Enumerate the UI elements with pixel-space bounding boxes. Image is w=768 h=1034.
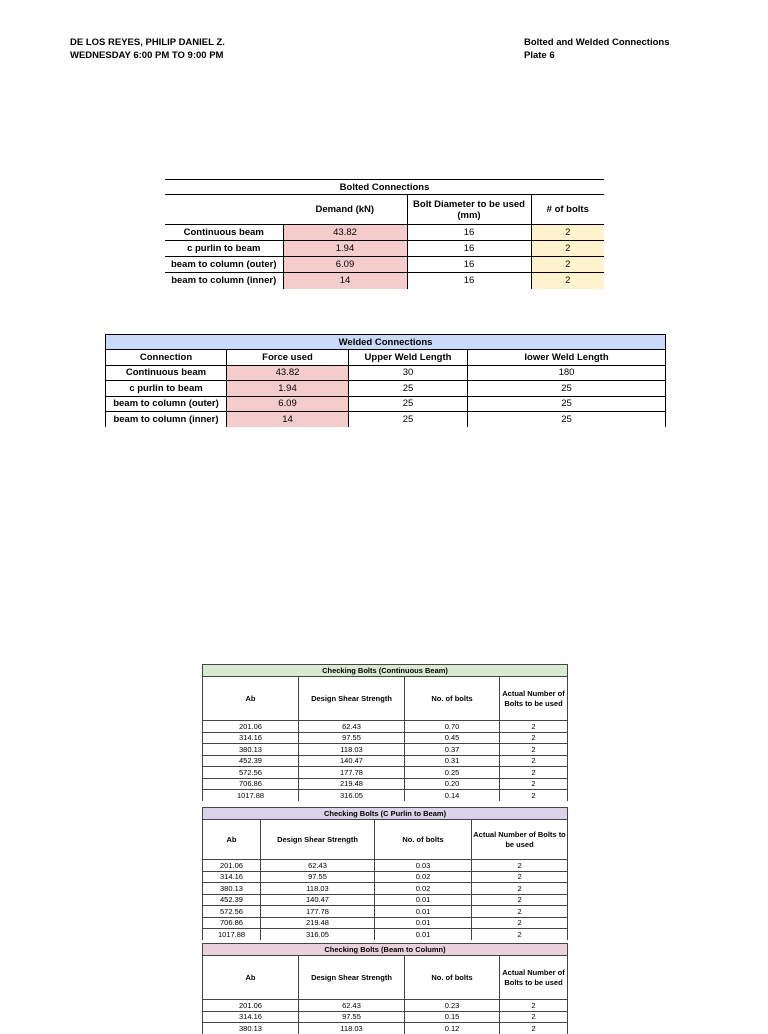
- table-row: [106, 381, 666, 397]
- column-header: [165, 195, 283, 225]
- cell: 2: [500, 1000, 568, 1012]
- check-bolts-c-purlin-table: [202, 807, 568, 940]
- cell: 118.03: [299, 1023, 405, 1034]
- cell: 1017.88: [203, 929, 261, 941]
- cell: 0.23: [405, 1000, 500, 1012]
- cell: 0.03: [375, 860, 472, 872]
- cell: 2: [500, 732, 568, 744]
- cell: beam to column (inner): [106, 412, 227, 428]
- cell: 314.16: [203, 732, 299, 744]
- cell: 1.94: [227, 381, 349, 397]
- table-row: [203, 1000, 568, 1012]
- cell: 2: [531, 257, 604, 273]
- table-row: [203, 778, 568, 790]
- table-title: Bolted Connections: [165, 180, 604, 195]
- column-header: Ab: [203, 956, 299, 1000]
- table-row: [106, 365, 666, 381]
- cell: 2: [500, 1023, 568, 1034]
- cell: 25: [468, 412, 666, 428]
- cell: beam to column (inner): [165, 273, 283, 289]
- cell: 97.55: [261, 871, 375, 883]
- table-row: [165, 273, 604, 289]
- bolted-connections-table: [165, 179, 604, 289]
- cell: 118.03: [299, 744, 405, 756]
- column-header: Design Shear Strength: [299, 956, 405, 1000]
- table-title-row: [203, 808, 568, 820]
- cell: 2: [472, 894, 568, 906]
- table-row: [203, 744, 568, 756]
- cell: 118.03: [261, 883, 375, 895]
- cell: 572.56: [203, 906, 261, 918]
- cell: 1017.88: [203, 790, 299, 802]
- cell: 2: [472, 860, 568, 872]
- table-title: Checking Bolts (Beam to Column): [203, 944, 568, 956]
- table-row: [203, 721, 568, 733]
- cell: 2: [500, 721, 568, 733]
- table-title: Checking Bolts (Continuous Beam): [203, 665, 568, 677]
- column-header: lower Weld Length: [468, 350, 666, 366]
- table-row: [203, 860, 568, 872]
- welded-connections-table: [105, 334, 666, 427]
- column-header: Upper Weld Length: [349, 350, 468, 366]
- cell: 16: [407, 257, 531, 273]
- cell: 0.01: [375, 917, 472, 929]
- cell: 0.01: [375, 894, 472, 906]
- table-title-row: [165, 180, 604, 195]
- cell: 0.20: [405, 778, 500, 790]
- check-bolts-beam-to-column-table: [202, 943, 568, 1034]
- table-row: [165, 257, 604, 273]
- cell: 0.01: [375, 906, 472, 918]
- column-header: Bolt Diameter to be used (mm): [407, 195, 531, 225]
- cell: 1.94: [283, 241, 407, 257]
- cell: 25: [468, 381, 666, 397]
- cell: 2: [472, 871, 568, 883]
- cell: 2: [472, 883, 568, 895]
- cell: 0.15: [405, 1011, 500, 1023]
- cell: 62.43: [299, 1000, 405, 1012]
- column-header: Force used: [227, 350, 349, 366]
- cell: 219.48: [299, 778, 405, 790]
- cell: 97.55: [299, 732, 405, 744]
- table-row: [203, 929, 568, 941]
- cell: 316.05: [261, 929, 375, 941]
- cell: 2: [531, 241, 604, 257]
- cell: 43.82: [227, 365, 349, 381]
- cell: 314.16: [203, 871, 261, 883]
- cell: 6.09: [283, 257, 407, 273]
- cell: 314.16: [203, 1011, 299, 1023]
- cell: 0.25: [405, 767, 500, 779]
- cell: 140.47: [299, 755, 405, 767]
- cell: 706.86: [203, 778, 299, 790]
- cell: 0.12: [405, 1023, 500, 1034]
- table-title: Checking Bolts (C Purlin to Beam): [203, 808, 568, 820]
- cell: 62.43: [261, 860, 375, 872]
- cell: 2: [500, 755, 568, 767]
- header-left: [70, 36, 225, 62]
- table-header-row: [165, 195, 604, 225]
- column-header: # of bolts: [531, 195, 604, 225]
- table-row: [203, 767, 568, 779]
- table-title-row: [106, 335, 666, 350]
- student-name: DE LOS REYES, PHILIP DANIEL Z.: [70, 36, 225, 49]
- cell: c purlin to beam: [165, 241, 283, 257]
- cell: 2: [472, 917, 568, 929]
- cell: 2: [500, 744, 568, 756]
- cell: 2: [531, 225, 604, 241]
- cell: 14: [227, 412, 349, 428]
- cell: 452.39: [203, 755, 299, 767]
- cell: 25: [349, 381, 468, 397]
- class-schedule: WEDNESDAY 6:00 PM TO 9:00 PM: [70, 49, 225, 62]
- cell: 177.78: [299, 767, 405, 779]
- column-header: Demand (kN): [283, 195, 407, 225]
- table-row: [106, 396, 666, 412]
- table-header-row: [203, 820, 568, 860]
- cell: 201.06: [203, 1000, 299, 1012]
- cell: 2: [500, 778, 568, 790]
- cell: 16: [407, 241, 531, 257]
- cell: Continuous beam: [106, 365, 227, 381]
- cell: 316.05: [299, 790, 405, 802]
- cell: 0.02: [375, 871, 472, 883]
- column-header: Connection: [106, 350, 227, 366]
- table-row: [203, 1011, 568, 1023]
- cell: 6.09: [227, 396, 349, 412]
- table-header-row: [106, 350, 666, 366]
- table-row: [203, 917, 568, 929]
- table-row: [203, 755, 568, 767]
- cell: 219.48: [261, 917, 375, 929]
- cell: 2: [500, 790, 568, 802]
- header-right: [524, 36, 670, 62]
- cell: 2: [500, 767, 568, 779]
- table-row: [203, 906, 568, 918]
- cell: 16: [407, 273, 531, 289]
- table-row: [165, 225, 604, 241]
- column-header: Actual Number of Bolts to be used: [472, 820, 568, 860]
- table-row: [106, 412, 666, 428]
- column-header: Actual Number of Bolts to be used: [500, 956, 568, 1000]
- cell: 201.06: [203, 721, 299, 733]
- cell: 0.01: [375, 929, 472, 941]
- cell: 2: [472, 906, 568, 918]
- column-header: Ab: [203, 677, 299, 721]
- table-row: [203, 894, 568, 906]
- cell: 380.13: [203, 744, 299, 756]
- cell: 43.82: [283, 225, 407, 241]
- cell: beam to column (outer): [165, 257, 283, 273]
- check-bolts-continuous-beam-table: [202, 664, 568, 801]
- column-header: Design Shear Strength: [261, 820, 375, 860]
- cell: 0.02: [375, 883, 472, 895]
- table-header-row: [203, 677, 568, 721]
- cell: 0.31: [405, 755, 500, 767]
- cell: 2: [472, 929, 568, 941]
- cell: 452.39: [203, 894, 261, 906]
- table-row: [203, 871, 568, 883]
- cell: 25: [468, 396, 666, 412]
- cell: 25: [349, 396, 468, 412]
- cell: 16: [407, 225, 531, 241]
- cell: 14: [283, 273, 407, 289]
- table-row: [203, 732, 568, 744]
- cell: 62.43: [299, 721, 405, 733]
- column-header: Design Shear Strength: [299, 677, 405, 721]
- column-header: No. of bolts: [405, 677, 500, 721]
- table-row: [165, 241, 604, 257]
- cell: 380.13: [203, 1023, 299, 1034]
- cell: beam to column (outer): [106, 396, 227, 412]
- table-title-row: [203, 665, 568, 677]
- column-header: No. of bolts: [405, 956, 500, 1000]
- cell: 380.13: [203, 883, 261, 895]
- column-header: Actual Number of Bolts to be used: [500, 677, 568, 721]
- cell: 0.70: [405, 721, 500, 733]
- cell: 180: [468, 365, 666, 381]
- cell: 2: [531, 273, 604, 289]
- column-header: Ab: [203, 820, 261, 860]
- cell: 0.14: [405, 790, 500, 802]
- subject-title: Bolted and Welded Connections: [524, 36, 670, 49]
- cell: 177.78: [261, 906, 375, 918]
- cell: c purlin to beam: [106, 381, 227, 397]
- table-title-row: [203, 944, 568, 956]
- cell: 201.06: [203, 860, 261, 872]
- table-header-row: [203, 956, 568, 1000]
- plate-number: Plate 6: [524, 49, 670, 62]
- cell: 2: [500, 1011, 568, 1023]
- table-title: Welded Connections: [106, 335, 666, 350]
- cell: 25: [349, 412, 468, 428]
- cell: 0.45: [405, 732, 500, 744]
- table-row: [203, 883, 568, 895]
- column-header: No. of bolts: [375, 820, 472, 860]
- cell: 30: [349, 365, 468, 381]
- table-row: [203, 790, 568, 802]
- cell: 97.55: [299, 1011, 405, 1023]
- cell: 140.47: [261, 894, 375, 906]
- cell: 572.56: [203, 767, 299, 779]
- table-row: [203, 1023, 568, 1034]
- cell: 706.86: [203, 917, 261, 929]
- cell: 0.37: [405, 744, 500, 756]
- cell: Continuous beam: [165, 225, 283, 241]
